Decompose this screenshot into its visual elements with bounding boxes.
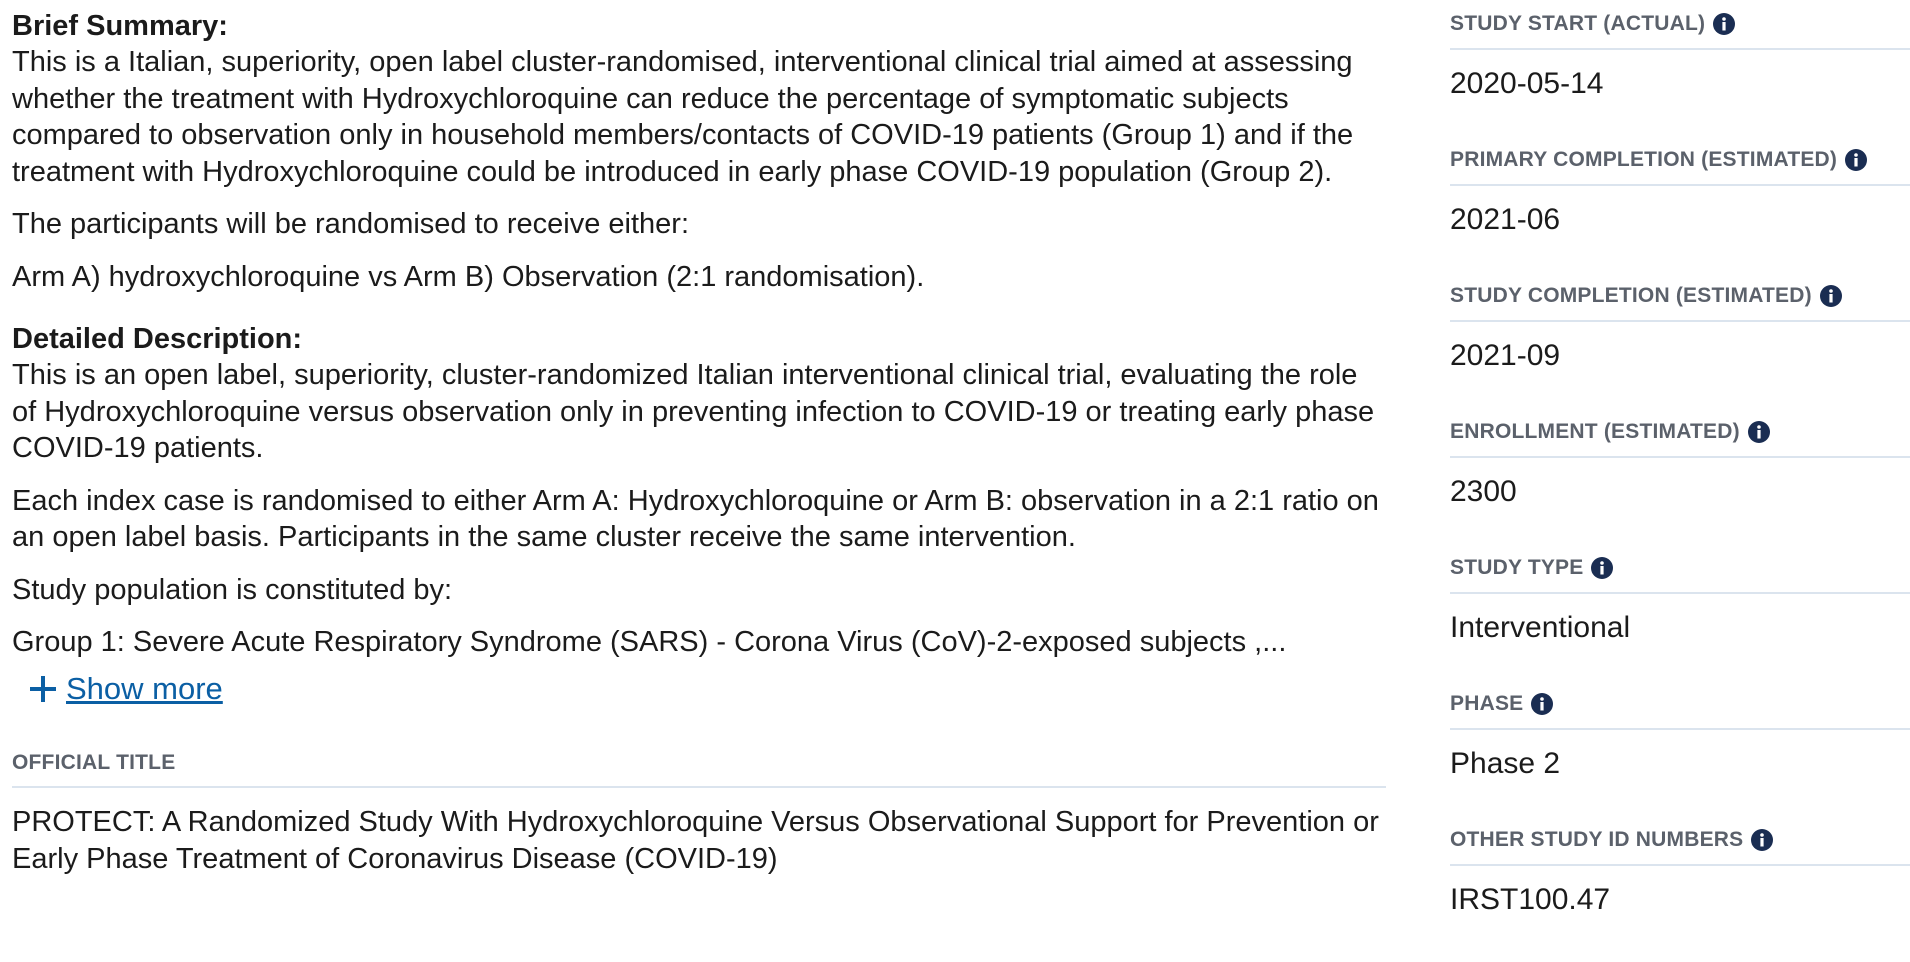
brief-summary-heading: Brief Summary: xyxy=(12,10,228,42)
enrollment-field xyxy=(1450,418,1910,554)
primary-completion-label: PRIMARY COMPLETION (ESTIMATED) xyxy=(1450,148,1838,171)
study-type-label: STUDY TYPE xyxy=(1450,556,1584,579)
study-start-label: STUDY START (ACTUAL) xyxy=(1450,12,1706,35)
detailed-description-paragraph: Study population is constituted by: xyxy=(12,573,453,606)
brief-summary-section xyxy=(12,8,1386,295)
info-icon[interactable] xyxy=(1820,285,1842,307)
info-icon[interactable] xyxy=(1845,149,1867,171)
study-type-value: Interventional xyxy=(1450,611,1631,644)
divider xyxy=(1450,864,1910,866)
info-icon[interactable] xyxy=(1751,829,1773,851)
info-icon[interactable] xyxy=(1591,557,1613,579)
detailed-description-heading: Detailed Description: xyxy=(12,323,303,355)
info-icon[interactable] xyxy=(1713,13,1735,35)
official-title-section xyxy=(12,749,1386,878)
divider xyxy=(12,786,1386,788)
show-more-link[interactable]: Show more xyxy=(66,670,223,706)
enrollment-label: ENROLLMENT (ESTIMATED) xyxy=(1450,420,1740,443)
official-title-value: PROTECT: A Randomized Study With Hydroxychloroquine Versus Observational Support for Prevention or Early Phase Treatment of Coronavirus Disease (COVID-19) xyxy=(12,805,1379,875)
study-completion-label: STUDY COMPLETION (ESTIMATED) xyxy=(1450,284,1812,307)
phase-label: PHASE xyxy=(1450,692,1524,715)
official-title-label: OFFICIAL TITLE xyxy=(12,750,176,774)
divider xyxy=(1450,48,1910,50)
detailed-description-paragraph: This is an open label, superiority, cluster-randomized Italian interventional clinical trial, evaluating the role of Hydroxychloroquine versus observation only in preventing infection to COVID-19 or treating early phase COVID-19 patients. xyxy=(12,359,1375,464)
divider xyxy=(1450,592,1910,594)
divider xyxy=(1450,728,1910,730)
detailed-description-paragraph: Group 1: Severe Acute Respiratory Syndrome (SARS) - Corona Virus (CoV)-2-exposed subjects ,... xyxy=(12,626,1287,658)
primary-completion-value: 2021-06 xyxy=(1450,203,1561,236)
enrollment-value: 2300 xyxy=(1450,475,1517,508)
brief-summary-paragraph: Arm A) hydroxychloroquine vs Arm B) Observation (2:1 randomisation). xyxy=(12,260,925,293)
study-start-field xyxy=(1450,10,1910,146)
other-study-id-label: OTHER STUDY ID NUMBERS xyxy=(1450,828,1744,851)
info-icon[interactable] xyxy=(1531,693,1553,715)
detailed-description-section xyxy=(12,321,1386,707)
study-completion-value: 2021-09 xyxy=(1450,339,1561,372)
plus-icon xyxy=(28,674,58,704)
info-icon[interactable] xyxy=(1748,421,1770,443)
study-type-field xyxy=(1450,554,1910,690)
study-completion-field xyxy=(1450,282,1910,418)
study-details-sidebar xyxy=(1450,10,1910,962)
divider xyxy=(1450,184,1910,186)
detailed-description-paragraph: Each index case is randomised to either Arm A: Hydroxychloroquine or Arm B: observation in a 2:1 ratio on an open label basis. Participants in the same cluster receive the same intervention. xyxy=(12,484,1379,553)
divider xyxy=(1450,456,1910,458)
brief-summary-paragraph: This is a Italian, superiority, open label cluster-randomised, interventional clinical trial aimed at assessing whether the treatment with Hydroxychloroquine can reduce the percentage of symptomatic subjects compared to observation only in household members/contacts of COVID-19 patients (Group 1) and if the treatment with Hydroxychloroquine could be introduced in early phase COVID-19 population (Group 2). xyxy=(12,46,1354,188)
show-more-button[interactable] xyxy=(28,671,223,707)
study-description-column xyxy=(12,8,1386,878)
phase-field xyxy=(1450,690,1910,826)
primary-completion-field xyxy=(1450,146,1910,282)
study-start-value: 2020-05-14 xyxy=(1450,67,1604,100)
other-study-id-value: IRST100.47 xyxy=(1450,883,1611,916)
other-study-id-field xyxy=(1450,826,1910,962)
phase-value: Phase 2 xyxy=(1450,747,1561,780)
brief-summary-paragraph: The participants will be randomised to receive either: xyxy=(12,208,689,240)
divider xyxy=(1450,320,1910,322)
